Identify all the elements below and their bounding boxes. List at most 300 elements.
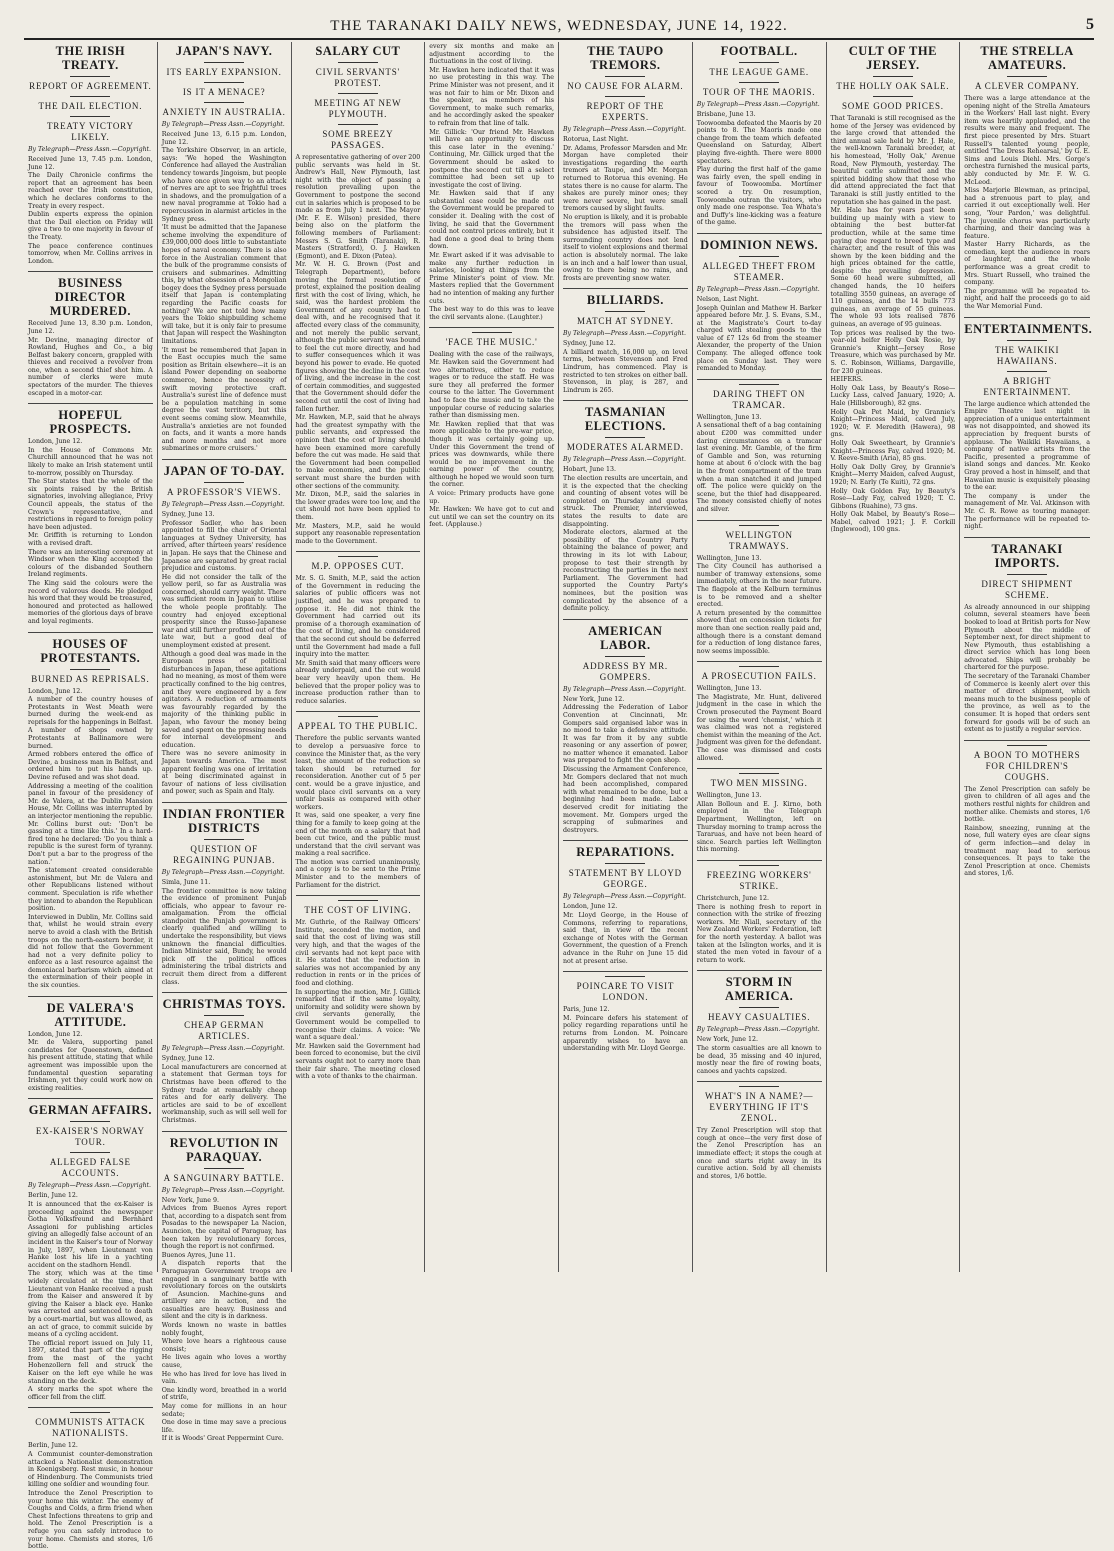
headline: SALARY CUT	[315, 44, 401, 58]
subhead-rule	[605, 976, 645, 977]
body-paragraph: Rainbow, sneezing, running at the nose, full watery eyes are clear signs of germ infection—and delay in treatment may lead to serious consequences. It pays to take the Zenol Prescription at once. Chemists and stores, 1/6.	[964, 824, 1090, 878]
body-paragraph: Allan Bolloun and E. J. Kirno, both employed in the Telegraph Department, Wellington, left on Thursday morning to tramp across the Tararuas, and have not been heard of since. Search parties left Wellington this morning.	[696, 800, 822, 854]
subheadline: EX-KAISER'S NORWAY TOUR.	[35, 1126, 145, 1148]
subhead-rule	[605, 96, 645, 97]
article	[162, 992, 287, 1124]
headline: TARANAKI IMPORTS.	[991, 541, 1063, 570]
body-paragraph: The Star states that the whole of the six points raised by the British signatories, involving allegiance, Privy Council appeals, the status of the Crown's representative, and restrictions in regard to foreign policy have been adjusted.	[28, 478, 153, 531]
body-paragraph: London, June 12.	[28, 1030, 83, 1038]
headline: REPARATIONS.	[576, 845, 675, 860]
body-paragraph: Holly Oak Golden Fay, by Beauty's Rose—Lady Fay, calved 1920; T. C. Gibbons (Ruahine), 73 gns.	[830, 487, 956, 510]
article-separator	[964, 537, 1090, 538]
headline: HOPEFUL PROSPECTS.	[49, 408, 132, 437]
body-paragraph: The frontier committee is now taking the evidence of prominent Punjab officials, who appear to favour re-amalgamation. From the official standpoint the Punjab government is clearly qualified and willing to undertake the responsibility, but views unknown the financial difficulties. Indian Minister said, Bundy, he would pick off the political offices administering the tribal districts and recruit them direct from a different class.	[161, 887, 287, 986]
article	[28, 1098, 153, 1401]
body-paragraph: Introduce the Zenol Prescription to your home this winter. The enemy of Coughs and Colds, a firm friend when Chest Infections threatens to grip and hold. The Zenol Prescription is a refuge you can safely introduce to your home. Chemists and stores, 1/6 bottle.	[28, 1490, 153, 1551]
headline: HOUSES OF PROTESTANTS.	[40, 636, 141, 665]
telegraph-credit: By Telegraph—Press Assn.—Copyright.	[161, 121, 285, 128]
article-separator	[28, 271, 153, 272]
body-paragraph: Rotorua, Last Night.	[563, 136, 629, 143]
body-paragraph: Christchurch, June 12.	[696, 894, 770, 902]
telegraph-credit: By Telegraph—Press Assn.—Copyright.	[696, 285, 820, 293]
article	[563, 288, 688, 394]
article	[296, 551, 421, 705]
article-separator	[563, 840, 688, 841]
subhead-rule	[338, 62, 378, 63]
body-paragraph: Paris, June 12.	[563, 1006, 610, 1014]
body-paragraph: Master Harry Richards, as the comedian, kept the audience in roars of laughter, and the whole performance was a great credit to Mrs. Stuart Russell, who trained the company.	[964, 241, 1090, 287]
subhead-rule	[204, 1168, 244, 1169]
body-paragraph: In the House of Commons Mr. Churchill announced that he was not likely to make an Irish statement until to-morrow, possibly on Thursday.	[28, 446, 153, 477]
body-paragraph: Mr. Hawken said that if any substantial case could be made out the Government would be prepared to consider it. Dealing with the cost of living, he said that the Government could not control prices entirely, but it had done a good deal to bring them down.	[429, 190, 554, 251]
column-5	[559, 42, 693, 1272]
headline: THE STRELLA AMATEURS.	[980, 44, 1074, 72]
body-paragraph: A representative gathering of over 200 public servants was held in St. Andrew's Hall, New Plymouth, last night with the object of passing a resolution prevailing upon the Government to postpone the second cut in salaries which is proposed to be made as from July 1 next. The Mayor (Mr. F. E. Wilson) presided, there being also on the platform the following members of Parliament: Messrs S. G. Smith (Taranaki), R. Masters (Stratford), O. J. Hawken (Egmont), and E. Dixon (Patea).	[295, 154, 421, 260]
body-paragraph: Wellington, June 13.	[696, 554, 762, 562]
body-paragraph: Mr. Gillick: 'Our friend Mr. Hawken will have an opportunity to discuss this case later in the evening.' Continuing, Mr. Gillick urged that the Government should be asked to postpone the second cut till a select committee had been set up to investigate the cost of living.	[429, 128, 554, 189]
body-paragraph: Miss Marjorie Blewman, as principal, had a strenuous part to play, and carried it out exceptionally well. Her song, 'Your Pardon,' was delightful. The juvenile chorus was particularly charming, and their dancing was a feature.	[964, 187, 1090, 240]
body-paragraph: A story marks the spot where the officer fell from the cliff.	[28, 1386, 153, 1401]
body-paragraph: Mr. Hawken, M.P., said that he always had the greatest sympathy with the public servants, and expressed the opinion that the cost of living should have been examined more carefully before the cut was made. He said that the Government had been compelled to make economies, and the public servant must share the burden with other sections of the community.	[295, 414, 421, 490]
subheadline: BURNED AS REPRISALS.	[31, 673, 150, 684]
article-separator	[697, 768, 822, 769]
article-separator	[429, 327, 554, 328]
article	[162, 802, 287, 986]
subhead-rule	[338, 124, 378, 125]
subhead-rule	[1007, 340, 1047, 341]
headline: FOOTBALL.	[720, 44, 798, 58]
subhead-rule	[338, 900, 378, 901]
article-separator	[28, 632, 153, 633]
article	[162, 44, 287, 453]
headline: CHRISTMAS TOYS.	[162, 997, 286, 1012]
telegraph-credit: By Telegraph—Press Assn.—Copyright.	[563, 456, 687, 464]
body-paragraph: A number of shops owned by Protestants at Ballinamore were burned.	[28, 727, 153, 750]
subheadline: TWO MEN MISSING.	[710, 778, 808, 789]
body-paragraph: One kindly word, breathed in a world of strife,	[161, 1386, 287, 1402]
article-separator	[697, 860, 822, 861]
article-separator	[28, 403, 153, 404]
article	[697, 768, 822, 854]
subhead-rule	[338, 93, 378, 94]
body-paragraph: The Yorkshire Observer, in an article, says: 'We hoped the Washington Conference had allayed the Australian tendency towards Jingoism, but people who have once given way to an attack of nerves are apt to see frightful trees in shadows, and the promulgation of a new naval programme at Tokio had a repercussion in alarmist articles in the Sydney press.	[161, 147, 287, 223]
body-paragraph: Dealing with the case of the railways, Mr. Hawken said the Government had two alternatives, either to reduce wages or to reduce the staff. He was sure they all preferred the former course to the latter. The Government had to face the music and to take the unpopular course of reducing salaries rather than dismissing men.	[429, 351, 554, 420]
subhead-rule	[739, 62, 779, 63]
subheadline: 'FACE THE MUSIC.'	[445, 337, 538, 348]
body-paragraph: There was an interesting ceremony at Windsor when the King accepted the colours of the disbanded Southern Ireland regiments.	[28, 548, 153, 579]
telegraph-credit: By Telegraph—Press Assn.—Copyright.	[28, 1182, 152, 1190]
body-paragraph: Professor Sadler, who has been appointed to fill the chair of Oriental languages at Sydney University, has arrived, after thirteen years' residence in Japan. He says that the Chinese and Japanese are separated by great racial prejudice and customs.	[161, 519, 287, 573]
body-paragraph: Holly Oak Dolly Grey, by Grannie's Knight—Merry Maiden, calved August, 1920; N. Early (Te Kuiti), 72 gns.	[830, 463, 956, 486]
body-paragraph: A billiard match, 16,000 up, on level terms, between Stevenson and Fred Lindrum, has commenced. Play is restricted to ten strokes on either ball. Stevenson, in play, is 287, and Lindrum is 265.	[563, 348, 688, 394]
body-paragraph: The secretary of the Taranaki Chamber of Commerce is keenly alert over this matter of direct shipment, which means much to the business people of the province, as well as to the consumer. It is hoped that orders sent forward for goods will be of such an extent as to justify a regular service.	[964, 673, 1090, 734]
body-paragraph: Toowoomba defeated the Maoris by 20 points to 8. The Maoris made one change from the team which defeated Queensland on Saturday, Albert playing five-eighth. There were 8000 spectators.	[696, 119, 822, 165]
article-separator	[563, 971, 688, 972]
body-paragraph: In supporting the motion, Mr. J. Gillick remarked that if the same loyalty, uniformity and solidity were shown by civil servants generally, the Government would be compelled to recognise their claims. A voice: 'We want a square deal.'	[295, 988, 421, 1042]
article-separator	[697, 379, 822, 380]
body-paragraph: The company is under the management of Mr. Val. Atkinson with Mr. C. R. Rowe as touring manager. The performance will be repeated to-night.	[964, 492, 1090, 531]
subhead-rule	[739, 1007, 779, 1008]
page-number: 5	[1086, 16, 1094, 33]
subheadline: CIVIL SERVANTS' PROTEST.	[315, 67, 400, 88]
article	[296, 44, 421, 545]
body-paragraph: Mr. Smith said that many officers were already underpaid, and the cut would bear very heavily upon them. He believed that the proper policy was to increase production rather than to reduce salaries.	[295, 659, 421, 705]
subheadline: ANXIETY IN AUSTRALIA.	[162, 107, 286, 117]
subheadline: STATEMENT BY LLOYD GEORGE.	[568, 868, 682, 890]
body-paragraph: New York, June 9.	[161, 1196, 219, 1204]
body-paragraph: No eruption is likely, and it is probable the tremors will pass when the subsidence has adjusted itself. The surrounding country does not lend itself to violent explosions and thermal action is absolutely normal. The lake is an inch and a half lower than usual, owing to there being no rains, and frosts are preventing snow water.	[563, 213, 688, 282]
headline: DE VALERA'S ATTITUDE.	[46, 1000, 135, 1029]
body-paragraph: A voice: Primary products have gone up.	[429, 490, 554, 505]
subhead-rule	[605, 437, 645, 438]
subhead-rule	[605, 656, 645, 657]
body-paragraph: Wellington, June 13.	[696, 792, 762, 800]
body-paragraph: The best way to do this was to leave the civil servants alone. (Laughter.)	[429, 306, 554, 321]
article	[964, 740, 1090, 878]
subheadline: HEAVY CASUALTIES.	[707, 1012, 811, 1023]
body-paragraph: Although a good deal was made in the European press of political disturbances in Japan, these agitations had no meaning, as most of them were practically confined to the big centres, and they were engineered by a few agitators. A reduction of armaments was favourably regarded by the majority of the thinking public in Japan, who favour the money being saved and spent on the pressing needs for internal development and education.	[161, 650, 287, 749]
article	[697, 970, 822, 1075]
body-paragraph: May come for millions in an hour sedate;	[161, 1403, 287, 1418]
body-paragraph: That Taranaki is still recognised as the home of the Jersey was evidenced by the large crowd that attended the third annual sale held by Mr. J. Hale, the well-known Taranaki breeder, at his homestead, 'Holly Oak,' Avenue Road, New Plymouth, yesterday. The beautiful cattle submitted and the spirited bidding show that those who did attend appreciated the fact that Taranaki is still justly entitled to the reputation she has gained in the past.	[830, 115, 956, 206]
body-paragraph: Discussing the Armament Conference, Mr. Gompers declared that not much had been accomplished, compared with what remained to be done, but a beginning had been made. Labor deserved credit for initiating the movement. Mr. Gompers urged the scrapping of submarines and destroyers.	[563, 766, 688, 834]
body-paragraph: There was no severe animosity in Japan towards America. The most apparent feeling was one of irritation at being discriminated against in favour of nations of less civilisation and power, such as Spain and Italy.	[161, 750, 287, 796]
subhead-rule	[739, 384, 779, 385]
subheadline: THE WAIKIKI HAWAIIANS.	[994, 344, 1060, 366]
subhead-rule	[873, 96, 913, 97]
headline: JAPAN OF TO-DAY.	[163, 463, 285, 478]
body-paragraph: Addressing a meeting of the coalition panel in favour of the presidency of Mr. de Valera, at the Dublin Mansion House, Mr. Collins was interrupted by an interjector mentioning the republic. Mr. Collins burst out: 'Don't be gassing at a time like this.' In a hard-fired tone he declared: 'Do you think a republic is the surest form of tyranny. Don't put a bar to the progress of the nation.'	[28, 782, 153, 866]
article	[429, 43, 554, 321]
body-paragraph: The storm casualties are all known to be dead, 35 missing and 40 injured, mostly near the fire of rowing boats, canoes and yachts capsized.	[696, 1044, 822, 1075]
subhead-rule	[739, 773, 779, 774]
body-paragraph: London, June 12.	[28, 438, 83, 446]
article-separator	[162, 1131, 287, 1132]
body-paragraph: every six months and make an adjustment according to the fluctuations in the cost of living.	[429, 43, 554, 66]
subheadline: APPEAL TO THE PUBLIC.	[297, 721, 419, 732]
article	[28, 996, 153, 1093]
subheadline: A PROFESSOR'S VIEWS.	[167, 486, 282, 497]
article	[28, 44, 153, 265]
subheadline: M.P. OPPOSES CUT.	[311, 561, 405, 572]
subheadline: QUESTION OF REGAINING PUNJAB.	[173, 843, 276, 865]
subhead-rule	[1007, 371, 1047, 372]
body-paragraph: Mr. Hawken said the Government had been forced to economise, but the civil servants ought not to carry more than their fair share. The meeting closed with a vote of thanks to the chairman.	[295, 1042, 421, 1081]
subheadline: A PROSECUTION FAILS.	[701, 671, 817, 682]
subhead-rule	[605, 863, 645, 864]
body-paragraph: The official report issued on July 11, 1897, stated that part of the rigging from the mast of the yacht Hohenzollern fell and struck the Kaiser on the left eye while he was standing on the deck.	[28, 1339, 153, 1385]
article-separator	[296, 711, 421, 712]
telegraph-credit: By Telegraph—Press Assn.—Copyright.	[161, 1186, 285, 1194]
body-paragraph: He who has lived for love has lived in vain.	[161, 1370, 287, 1386]
subheadline: POINCARE TO VISIT LONDON.	[576, 981, 675, 1003]
body-paragraph: Nelson, Last Night.	[696, 295, 759, 303]
article	[964, 317, 1093, 531]
subhead-rule	[204, 839, 244, 840]
article-separator	[28, 996, 153, 997]
article-separator	[964, 317, 1090, 318]
headline: GERMAN AFFAIRS.	[28, 1103, 152, 1118]
body-paragraph: He lives again who loves a worthy cause,	[161, 1354, 287, 1370]
article	[563, 400, 688, 612]
article	[563, 971, 688, 1053]
subheadline: A BOON TO MOTHERS FOR CHILDREN'S COUGHS.	[973, 749, 1081, 782]
body-paragraph: A sensational theft of a bag containing about £200 was committed under daring circumstances on a tramcar last evening. Mr. Gamble, of the firm of Gamble and Son, was returning home at about 6 o'clock with the bag in the front compartment of the tram when a man snatched it and jumped off. The police were quickly on the scene, but the thief had disappeared. The money consisted chiefly of notes and silver.	[696, 422, 822, 513]
subhead-rule	[1007, 745, 1047, 746]
article	[28, 271, 153, 397]
body-paragraph: Mr. Lloyd George, in the House of Commons, referring to reparations, said that, in view of the recent exchange of Notes with the German Government, the question of a French advance in the Ruhr on June 15 did not at present arise.	[563, 912, 688, 965]
subhead-rule	[873, 76, 913, 77]
body-paragraph: Mr. de Valera, supporting panel candidates for Queenstown, defined his present attitude, stating that while agreement was impossible upon the fundamental question separating Irishmen, yet they could work now on existing realities.	[28, 1039, 153, 1092]
subhead-rule	[338, 556, 378, 557]
body-paragraph: Dr. Adams, Professor Marsden and Mr. Morgan have completed their investigations regarding the earth tremors at Taupo, and Mr. Morgan returned to Rotorua this evening. He states there is no cause for alarm. The shakes are purely minor ones; they were never severe, but were small tremors caused by slight faults.	[563, 144, 688, 213]
body-paragraph: Moderate electors, alarmed at the possibility of the Country Party obtaining the balance of power, and throwing in its lot with Labour, propose to test their strength by reconstructing the parties in the next Parliament. The Government had supported the Country Party's nominees, but the position was complicated by the absence of a definite policy.	[563, 529, 688, 613]
body-paragraph: Mr. W. H. G. Brown (Post and Telegraph Department), before moving the formal resolution of protest, explained the position dealing first with the cost of living, which, he said, was the hardest problem the Government of any country had to deal with, and he recognised that it affected every class of the community, and not merely the public servant, although the public servant was bound to feel the cut more directly, and had to suffer consequences which it was beyond his power to evade. He quoted figures showing the decline in the cost of living, and the increase in the cost of certain commodities, and suggested that the Government should defer the second cut until the cost of living had fallen further.	[295, 261, 421, 413]
subheadline: THE HOLLY OAK SALE.	[836, 81, 950, 91]
subhead-rule	[472, 332, 512, 333]
subhead-rule	[204, 102, 244, 103]
article	[964, 537, 1090, 734]
masthead-title: THE TARANAKI DAILY NEWS, WEDNESDAY, JUNE 14, 1922.	[330, 18, 788, 34]
subhead-rule	[204, 1015, 244, 1016]
article-separator	[697, 520, 822, 521]
headline: STORM IN AMERICA.	[725, 975, 794, 1004]
body-paragraph: There was a large attendance at the opening night of the Strella Amateurs in the Workers' Hall last night. Every item was heartily applauded, and the results were many and frequent. The first piece presented by Mrs. Stuart Russell's talented young people, entitled 'The Dress Rehearsal,' by G. E. Sims and Louis Diehl. Mrs. Gorge's orchestra furnished the musical parts, ably conducted by Mr. F. W. G. McLeod.	[964, 95, 1090, 186]
body-paragraph: Mr. Ewart asked if it was advisable to make any further reduction in salaries, looking at things from the Prime Minister's point of view. Mr. Masters replied that the Government had no intention of making any further cuts.	[429, 252, 554, 305]
telegraph-credit: By Telegraph—Press Assn.—Copyright.	[563, 685, 687, 693]
article	[162, 459, 287, 796]
subhead-rule	[204, 82, 244, 83]
telegraph-credit: By Telegraph—Press Assn.—Copyright.	[696, 1026, 820, 1034]
body-paragraph: London, June 12.	[28, 687, 83, 695]
headline: ENTERTAINMENTS.	[964, 321, 1093, 336]
body-paragraph: The Magistrate, Mr. Hunt, delivered judgment in the case in which the Crown prosecuted the Payment Board for using the word 'chemist,' which it was claimed was not a registered chemist within the meaning of the Act. Judgment was given for the defendant. The case was dismissed and costs allowed.	[696, 693, 822, 762]
subhead-rule	[605, 311, 645, 312]
column-1	[24, 42, 158, 1551]
article	[563, 840, 688, 965]
body-paragraph: 'It must be admitted that the Japanese scheme involving the expenditure of £39,000,000 does little to substantiate hopes of naval economy. There is also force in the Australian comment that the bulk of the programme consists of cruisers and submarines. Admitting this, by what obsession of a Mongolian bogey does the Sydney press persuade itself that Japan is contemplating regarding the Pacific coasts for nothing? We are not told how many years the Tokio shipbuilding scheme will take, but it is only fair to presume that Japan will respect the Washington limitations.	[161, 224, 287, 346]
body-paragraph: London, June 12.	[563, 903, 618, 911]
body-paragraph: Buenos Ayres, June 11.	[161, 1251, 236, 1259]
subheadline: ALLEGED FALSE ACCOUNTS.	[49, 1157, 131, 1179]
article-separator	[28, 1098, 153, 1099]
article	[28, 403, 153, 625]
article-separator	[697, 970, 822, 971]
headline: REVOLUTION IN PARAQUAY.	[169, 1135, 279, 1164]
article-separator	[697, 1081, 822, 1082]
subheadline: MODERATES ALARMED.	[566, 442, 684, 453]
body-paragraph: New York, June 12.	[696, 1036, 758, 1044]
body-paragraph: One dose in time may save a precious life.	[161, 1419, 287, 1434]
body-paragraph: A return presented by the committee showed that on concession tickets for more than one section really paid and, although there is a constant demand for a reduction of long distance fares, now seems impossible.	[696, 609, 822, 655]
article	[697, 44, 822, 227]
headline: INDIAN FRONTIER DISTRICTS	[162, 806, 286, 835]
body-paragraph: The King said the colours were the record of valorous deeds. He pledged his word that they would be treasured, honoured and protected as hallowed memories of the glorious days of brave and loyal regiments.	[28, 579, 153, 625]
telegraph-credit: By Telegraph—Press Assn.—Copyright.	[28, 146, 152, 153]
subheadline: A SANGUINARY BATTLE.	[163, 1172, 285, 1183]
subheadline: DIRECT SHIPMENT SCHEME.	[981, 578, 1073, 600]
subheadline: ALLEGED THEFT FROM STEAMER.	[702, 260, 816, 282]
article-separator	[28, 1407, 153, 1408]
article	[697, 233, 822, 373]
body-paragraph: The election results are uncertain, and it is the expected that the checking and counting of absent votes will be completed on Thursday and quotas struck. The Premier, interviewed, states the results to date are disappointing.	[563, 475, 688, 528]
subhead-rule	[739, 666, 779, 667]
subheadline: SOME GOOD PRICES.	[841, 101, 944, 111]
headline: JAPAN'S NAVY.	[175, 44, 273, 58]
article	[964, 44, 1090, 311]
body-paragraph: New York, June 12.	[563, 695, 625, 703]
subheadline: A CLEVER COMPANY.	[974, 81, 1080, 91]
subheadline: NO CAUSE FOR ALARM.	[567, 81, 684, 91]
article	[296, 895, 421, 1080]
subheadline: WHAT'S IN A NAME?—EVERYTHING IF IT'S ZENOL.	[704, 1091, 814, 1124]
headline: THE TAUPO TREMORS.	[587, 44, 664, 72]
headline: CULT OF THE JERSEY.	[848, 44, 937, 72]
subheadline: IS IT A MENACE?	[182, 87, 266, 97]
body-paragraph: The motion was carried unanimously, and a copy is to be sent to the Prime Minister and to the members of Parliament for the district.	[295, 858, 421, 889]
body-paragraph: Wellington, June 13.	[696, 685, 762, 693]
article-separator	[964, 740, 1090, 741]
subhead-rule	[70, 1121, 110, 1122]
subhead-rule	[70, 76, 110, 77]
body-paragraph: Sydney, June 12.	[161, 1055, 215, 1063]
body-paragraph: The programme will be repeated to-night, and half the proceeds go to aid the War Memorial Fund.	[964, 287, 1090, 311]
body-paragraph: If it is Woods' Great Peppermint Cure.	[161, 1435, 284, 1443]
article	[697, 379, 822, 514]
body-paragraph: Joseph Quinlan and Mathew H. Barker appeared before Mr. J. S. Evans, S.M., at the Magistrate's Court to-day charged with stealing goods to the value of £7 12s 6d from the steamer Alexander, the property of the Union Company. The alleged offence took place on Sunday last. They were remanded to Monday.	[696, 304, 822, 373]
column-container	[24, 42, 1094, 1551]
body-paragraph: A dispatch reports that the Paraguayan Government troops are engaged in a sanguinary battle with revolutionary forces on the outskirts of Asuncion. Machine-guns and artillery are in action, and the casualties are heavy. Business and silent and the city is in darkness.	[161, 1260, 287, 1321]
subhead-rule	[739, 256, 779, 257]
masthead	[24, 18, 1094, 40]
column-3	[292, 42, 426, 1272]
body-paragraph: Mr. Hawken: We have got to cut and cut until we can set the country on its feet. (Applause.)	[429, 506, 554, 529]
subheadline: REPORT OF THE EXPERTS.	[586, 101, 665, 122]
subheadline: A BRIGHT ENTERTAINMENT.	[983, 375, 1071, 397]
subheadline: THE COST OF LIVING.	[304, 905, 412, 916]
body-paragraph: The large audience which attended the Empire Theatre last night in appreciation of a unique entertainment was not disappointed, and showed its appreciation by frequent bursts of applause. The Waikiki Hawaiians, a company of native artists from the Pacific, presented a programme of island songs and dances. Mr. Keoko Gray proved a host in himself, and that Hawaiian music is exquisitely pleasing to the ear.	[964, 400, 1090, 492]
body-paragraph: Received June 13, 6.15 p.m. London, June 12.	[161, 131, 287, 146]
body-paragraph: Addressing the Federation of Labor Convention at Cincinnati, Mr. Gompers said organised labor was in no mood to take a defensive attitude. It was far from it by any subtle reasoning or any assertion of power, no matter whence it emanated. Labor was prepared to fight the open shop.	[563, 704, 688, 765]
subheadline: FREEZING WORKERS' STRIKE.	[706, 869, 812, 891]
body-paragraph: Holly Oak Lass, by Beauty's Rose—Lucky Lass, calved January, 1920; A. Hale (Hillsborough), 82 gns.	[830, 384, 956, 407]
telegraph-credit: By Telegraph—Press Assn.—Copyright.	[161, 1045, 285, 1053]
body-paragraph: Wellington, June 13.	[696, 413, 762, 421]
body-paragraph: Try Zenol Prescription will stop that cough at once—the very first dose of the Zenol Prescription has an immediate effect; it stops the cough at once and starts right away in its curative action. Sold by all chemists and stores, 1/6 bottle.	[696, 1127, 822, 1180]
body-paragraph: Mr. Masters, M.P., said he would support any reasonable representation made to the Government.	[295, 522, 421, 545]
body-paragraph: Advices from Buenos Ayres report that, according to a dispatch sent from Posadas to the newspaper La Nacion, Asuncion, the capital of Paraguay, has been taken by revolutionary forces, though the report is not confirmed.	[161, 1205, 287, 1251]
article	[296, 711, 421, 889]
body-paragraph: Where love hears a righteous cause consist;	[161, 1338, 287, 1353]
article-separator	[563, 619, 688, 620]
body-paragraph: 'It must be remembered that Japan in the East occupies much the same position as Britain elsewhere—it is an island Power depending on seaborne commerce, hence the necessity of swift moving protective craft. Australia's surest line of defence must be a population matching in some degree the vast territory, but this event seems coming slow. Meanwhile, Australia's anxieties are not founded on facts, and it wants a more hands and more months and not more submarines or more cruisers.'	[161, 346, 287, 453]
subhead-rule	[70, 116, 110, 117]
subhead-rule	[1007, 76, 1047, 77]
subhead-rule	[739, 865, 779, 866]
column-6	[693, 42, 827, 1272]
body-paragraph: Play during the first half of the game was fairly even, the spell ending in favour of Toowoomba. Mortimer scored a try. On resumption, Toowoomba outran the visitors, who only made one response. Tea Whata's and Duffy's line-kicking was a feature of the game.	[696, 166, 822, 227]
subheadline: THE LEAGUE GAME.	[709, 67, 809, 77]
telegraph-credit: By Telegraph—Press Assn.—Copyright.	[563, 126, 687, 133]
article	[28, 1407, 153, 1550]
telegraph-credit: By Telegraph—Press Assn.—Copyright.	[696, 101, 820, 108]
subheadline: THE DAIL ELECTION.	[38, 101, 143, 111]
headline: THE IRISH TREATY.	[55, 44, 126, 72]
body-paragraph: Dublin experts express the opinion that the Dail election on Friday will give a two to one majority in favour of the Treaty.	[28, 211, 153, 241]
body-paragraph: Interviewed in Dublin, Mr. Collins said that, whilst he would strain every nerve to avoid a clash with the British troops on the north-eastern border, it did not follow that the Government had not a very definite policy to enforce as a last resource against the demoniacal barbarism which aimed at the extermination of their people in the six counties.	[28, 913, 153, 990]
telegraph-credit: By Telegraph—Press Assn.—Copyright.	[563, 893, 687, 901]
article	[697, 520, 822, 656]
article-separator	[563, 288, 688, 289]
body-paragraph: Berlin, June 12.	[28, 1192, 78, 1200]
subheadline: WELLINGTON TRAMWAYS.	[725, 529, 793, 551]
subheadline: COMMUNISTS ATTACK NATIONALISTS.	[35, 1417, 146, 1439]
body-paragraph: Mr. S. G. Smith, M.P., said the action of the Government in reducing the salaries of public officers was not justified, and he was prepared to oppose it. He did not think the Government had carried out its promise of a thorough examination of the cost of living, and he considered that the second cut should be deferred until the Government had made a full inquiry into the matter.	[295, 575, 421, 659]
body-paragraph: Received June 13, 8.30 p.m. London, June 12.	[28, 320, 153, 335]
body-paragraph: Mr. Devine, managing director of Rowland, Hughes and Co., a big Belfast bakery concern, grappled with thieves and received a revolver from one, when a second thief shot him. A number of clerks were mute spectators of the murder. The thieves escaped in a motor-car.	[28, 336, 153, 397]
body-paragraph: The story, which was at the time widely circulated at the time, that Lieutenant von Hanke received a push from the Kaiser and answered it by giving the Kaiser a black eye. Hanke was arrested and sentenced to death by a court-martial, but was allowed, as an act of grace, to commit suicide by means of a cycling accident.	[28, 1270, 153, 1339]
body-paragraph: There is nothing fresh to report in connection with the strike of freezing workers. Mr. Niall, secretary of the New Zealand Workers' Federation, left for the north yesterday. A ballot was taken at the Islington works, and it is stated the men voted in favour of a return to work.	[696, 903, 822, 964]
telegraph-credit: By Telegraph—Press Assn.—Copyright.	[161, 868, 285, 876]
body-paragraph: It was, said one speaker, a very fine thing for a family to keep going at the end of the month on a salary that had been cut twice, and the public must understand that the civil servant was making a real sacrifice.	[295, 812, 421, 858]
article	[28, 632, 153, 990]
article	[697, 661, 822, 762]
subhead-rule	[70, 1152, 110, 1153]
body-paragraph: M. Poincare defers his statement of policy regarding reparations until he returns from London. M. Poincare apparently wishes to have an understanding with Mr. Lloyd George.	[563, 1014, 688, 1053]
column-7	[827, 42, 961, 1272]
article-separator	[697, 233, 822, 234]
article	[697, 1081, 822, 1180]
subheadline: MEETING AT NEW PLYMOUTH.	[314, 98, 402, 119]
body-paragraph: Words known no waste in battles nobly fought,	[161, 1322, 287, 1337]
article-separator	[296, 895, 421, 896]
body-paragraph: Mr. Hale has for years past been building up mainly with a view to obtaining the best butter-fat production, while at the same time paying due regard to breed type and character, and the result of this was shown by the keen bidding and the high prices obtained for the cattle, despite the prevailing depression. Some 60 head were submitted, all changed hands, the 10 heifers totalling 3550 guineas, an average of 110 guineas, and the 14 bulls 773 guineas, an average of 55 guineas. The whole 93 lots realised 7876 guineas, an average of 95 guineas.	[830, 207, 956, 329]
body-paragraph: Received June 13, 7.45 p.m. London, June 12.	[28, 156, 153, 171]
headline: AMERICAN LABOR.	[588, 623, 663, 652]
telegraph-credit: By Telegraph—Press Assn.—Copyright.	[161, 500, 285, 508]
body-paragraph: Holly Oak Pet Maid, by Grannie's Knight—Princess Maid, calved July, 1920; W. F. Meredith (Hawera), 98 gns.	[830, 408, 956, 439]
article	[563, 619, 688, 835]
body-paragraph: Therefore the public servants wanted to develop a persuasive force to convince the Minister that, as the very least, the amount of the reduction so taken should be returned for reconsideration. Another cut of 5 per cent. would be a grave injustice, and would place civil servants on a very unfair basis as compared with other workers.	[295, 735, 421, 811]
subheadline: ADDRESS BY MR. GOMPERS.	[582, 660, 668, 682]
body-paragraph: Mr. Guthrie, of the Railway Officers' Institute, seconded the motion, and said that the cost of living was still very high, and that the wages of the civil servants had not kept pace with it. He stated that the reduction in salaries was not accompanied by any reduction in rents or in the prices of food and clothing.	[295, 919, 421, 987]
body-paragraph: Mr. Hawken here indicated that it was no use protesting in this way. The Prime Minister was not present, and it was not fair to him or Mr. Dixon and the speaker, as members of his Government, to make such remarks, and he accordingly asked the speaker to refrain from that line of talk.	[429, 66, 554, 127]
article-separator	[563, 400, 688, 401]
subhead-rule	[70, 96, 110, 97]
subhead-rule	[739, 1086, 779, 1087]
subhead-rule	[204, 62, 244, 63]
body-paragraph: Sydney, June 13.	[161, 510, 215, 518]
body-paragraph: HEIFERS.	[830, 376, 863, 384]
body-paragraph: A number of the country houses of Protestants in West Meath were burned during the week-end as reprisals for the happenings in Belfast.	[28, 696, 153, 726]
subhead-rule	[70, 669, 110, 670]
telegraph-credit: By Telegraph—Press Assn.—Copyright.	[563, 330, 687, 338]
article	[831, 44, 956, 534]
subheadline: SOME BREEZY PASSAGES.	[322, 129, 394, 150]
body-paragraph: A Communist counter-demonstration attacked a Nationalist demonstration in Koenigsberg. Rest music, in honour of Hindenburg. The Communists tried killing one soldier and wounding four.	[28, 1451, 153, 1489]
body-paragraph: Mr. Hawken replied that that was more applicable to the pre-war price, though it was certainly going up. Under this Government the trend of prices was downwards, while there would be no improvement in the earning power of the country, although he hoped we would soon turn the corner.	[429, 420, 554, 489]
body-paragraph: Top prices was realised by the two-year-old heifer Holly Oak Rosie, by Grannie's Knight—Jersey Rose Treasure, which was purchased by Mr. S. C. Robinson, Williams, Dargaville, for 230 guineas.	[830, 329, 956, 375]
article	[162, 1131, 287, 1443]
column-4	[425, 42, 559, 1272]
subheadline: MATCH AT SYDNEY.	[577, 316, 674, 327]
body-paragraph: Holly Oak Mabel, by Beauty's Rose—Mabel, calved 1921; J. F. Corkill (Inglewood), 100 gns.	[830, 511, 956, 534]
article-separator	[162, 992, 287, 993]
body-paragraph: Sydney, June 12.	[563, 340, 616, 348]
article-separator	[162, 802, 287, 803]
body-paragraph: Mr. Dixon, M.P., said the salaries in the lower grades were too low, and the cut should not have been applied to them.	[295, 491, 421, 521]
subheadline: TREATY VICTORY LIKELY.	[46, 121, 134, 142]
